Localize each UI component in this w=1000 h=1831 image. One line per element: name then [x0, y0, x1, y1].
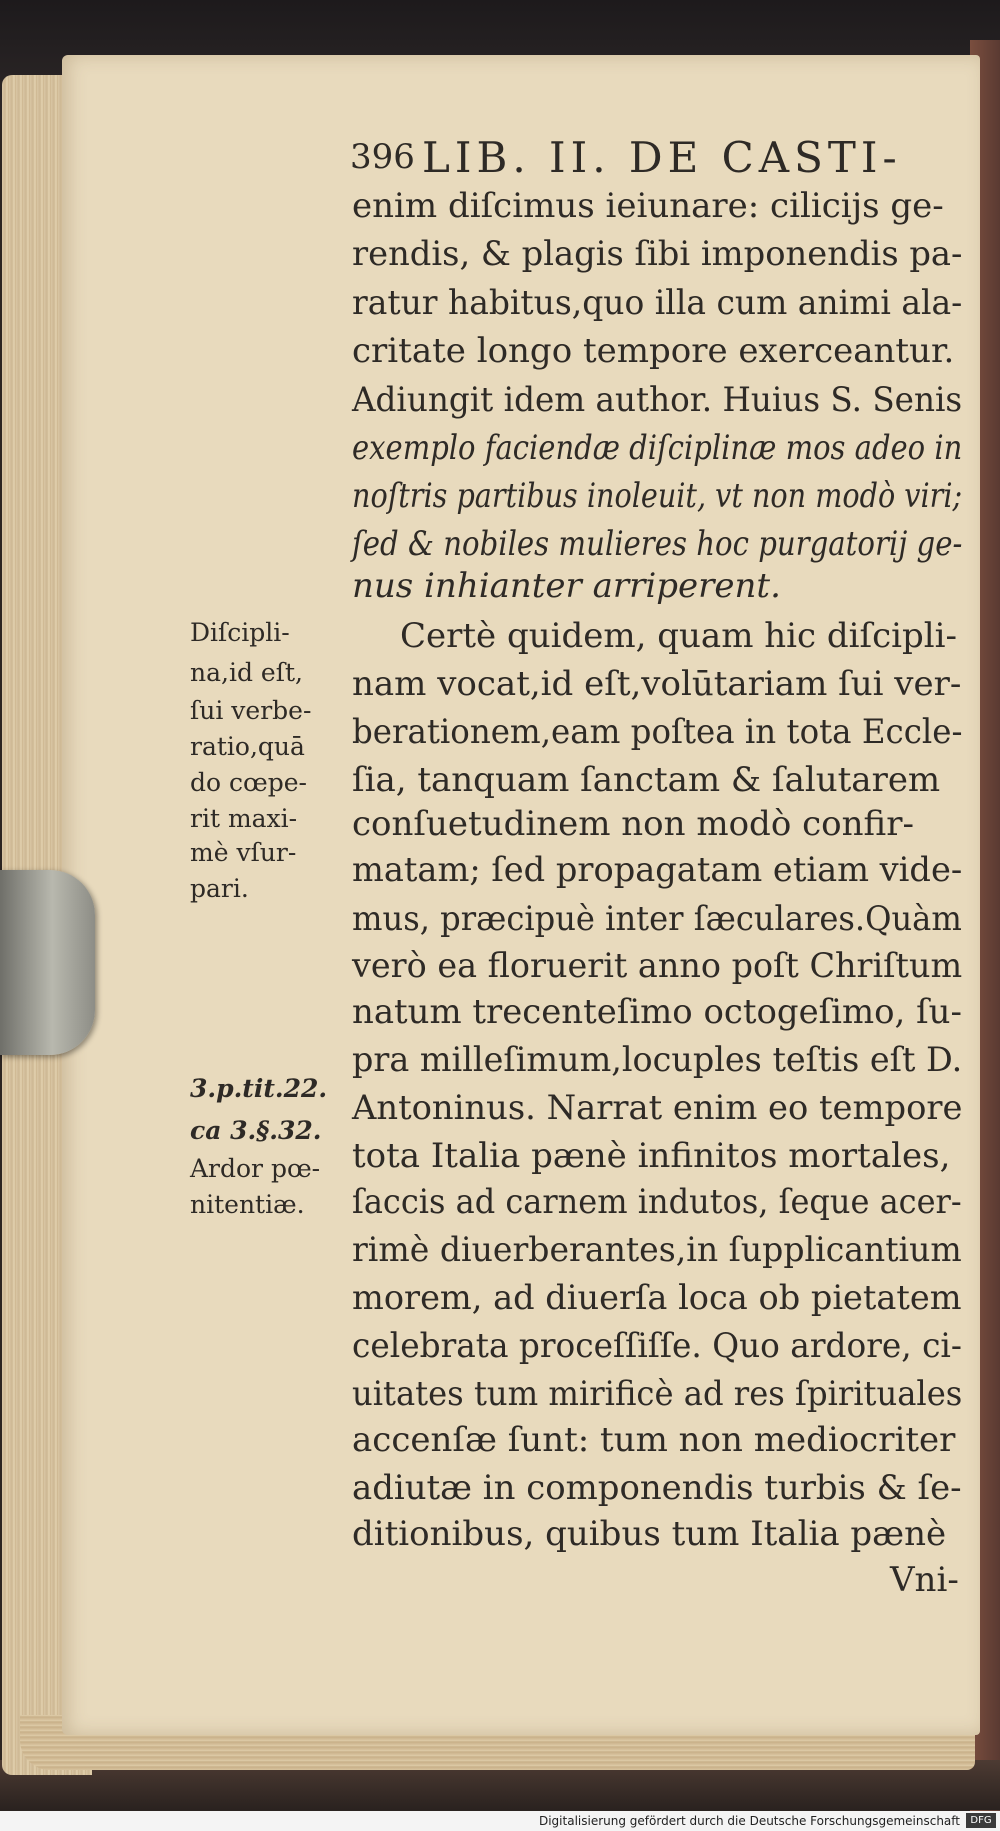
- text-line: celebrata proceſſiſſe. Quo ardore, ci-: [352, 1326, 962, 1366]
- text-line: ſaccis ad carnem indutos, ſeque acer-: [352, 1182, 962, 1222]
- text-line: nam vocat,id eſt,volūtariam ſui ver-: [352, 664, 962, 704]
- page-number: 396: [350, 137, 415, 177]
- margin-note: nitentiæ.: [190, 1190, 305, 1219]
- margin-reference: 3.p.tit.22.: [190, 1074, 328, 1103]
- text-line-italic: noſtris partibus inoleuit, vt non modò viri;: [352, 476, 963, 516]
- margin-note: ſui verbe-: [190, 696, 312, 725]
- text-line: rimè diuerberantes,in ſupplicantium: [352, 1230, 962, 1270]
- text-line: morem, ad diuerſa loca ob pietatem: [352, 1278, 962, 1318]
- text-line: ditionibus, quibus tum Italia pænè: [352, 1514, 947, 1554]
- margin-note: do cœpe-: [190, 768, 307, 797]
- margin-reference: ca 3.§.32.: [190, 1116, 322, 1145]
- catchword: Vni-: [890, 1560, 959, 1600]
- text-line: verò ea floruerit anno poſt Chriſtum: [352, 946, 963, 986]
- text-line: rendis, & plagis ſibi imponendis pa-: [352, 234, 963, 274]
- text-line: uitates tum mirificè ad res ſpirituales: [352, 1374, 963, 1414]
- margin-note: Ardor pœ-: [190, 1154, 321, 1183]
- text-line: tota Italia pænè infinitos mortales,: [352, 1136, 951, 1176]
- margin-note: mè vſur-: [190, 838, 297, 867]
- text-line: Adiungit idem author. Huius S. Senis: [352, 380, 963, 420]
- text-line-italic: nus inhianter arriperent.: [352, 566, 781, 606]
- text-line-italic: ſed & nobiles mulieres hoc purgatorij ge-: [352, 524, 963, 564]
- margin-note: pari.: [190, 874, 249, 903]
- book-clasp: [0, 870, 95, 1055]
- text-line: ratur habitus,quo illa cum animi ala-: [352, 283, 963, 323]
- text-line: enim diſcimus ieiunare: cilicijs ge-: [352, 186, 944, 226]
- running-head: LIB. II. DE CASTI-: [422, 132, 902, 182]
- funding-credit: Digitalisierung gefördert durch die Deutsche Forschungsgemeinschaft: [538, 1814, 960, 1828]
- text-line: Antoninus. Narrat enim eo tempore: [352, 1088, 963, 1128]
- text-line: critate longo tempore exerceantur.: [352, 331, 955, 371]
- text-line: ſia, tanquam ſanctam & ſalutarem: [352, 760, 941, 800]
- margin-note: Diſcipli-: [190, 618, 290, 647]
- margin-note: na,id eſt,: [190, 658, 303, 687]
- page-header: [350, 132, 970, 182]
- text-line: adiutæ in componendis turbis & ſe-: [352, 1468, 962, 1508]
- text-line: conſuetudinem non modò confir-: [352, 804, 914, 844]
- dfg-logo: DFG: [966, 1813, 996, 1828]
- text-line: natum trecenteſimo octogeſimo, ſu-: [352, 992, 962, 1032]
- text-line: pra milleſimum,locuples teſtis eſt D.: [352, 1040, 963, 1080]
- text-line: accenſæ ſunt: tum non mediocriter: [352, 1420, 956, 1460]
- text-line: berationem,eam poſtea in tota Eccle-: [352, 712, 963, 752]
- text-line: mus, præcipuè inter ſæculares.Quàm: [352, 899, 962, 939]
- text-line-paragraph-start: Certè quidem, quam hic diſcipli-: [400, 616, 957, 656]
- text-line-italic: exemplo faciendæ diſciplinæ mos adeo in: [352, 428, 963, 468]
- margin-note: ratio,quā: [190, 732, 305, 761]
- text-line: matam; ſed propagatam etiam vide-: [352, 850, 963, 890]
- margin-note: rit maxi-: [190, 804, 298, 833]
- digitization-footer: [0, 1811, 1000, 1831]
